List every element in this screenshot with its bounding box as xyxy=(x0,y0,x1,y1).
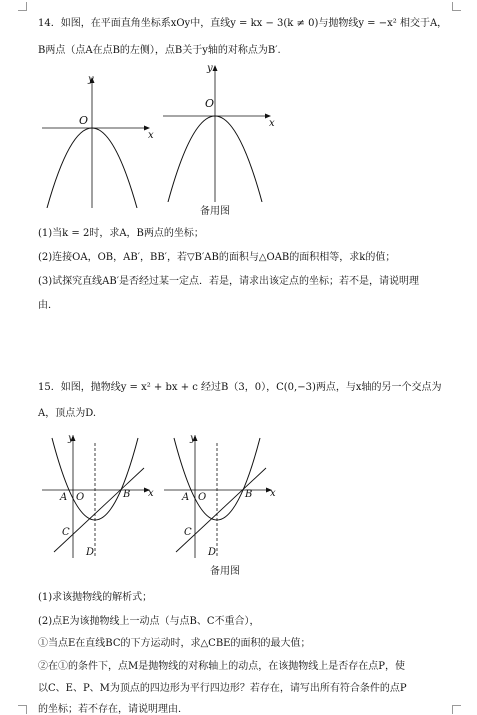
point-b-label: B xyxy=(245,489,253,500)
q15-figure-main xyxy=(42,428,167,558)
x-axis-label: x xyxy=(270,488,276,499)
origin-label: O xyxy=(76,492,85,503)
q15-stem-line2: A，顶点为D. xyxy=(38,408,97,419)
x-axis-label: x xyxy=(269,118,275,129)
q14-stem-line2: B两点（点A在点B的左侧），点B关于y轴的对称点为B′. xyxy=(38,45,281,56)
q15-part2-sub2-line2: 以C、E、P、M为顶点的四边形为平行四边形？若存在，请写出所有符合条件的点P xyxy=(38,683,407,694)
q15-spare-caption: 备用图 xyxy=(210,566,240,577)
page-corner-mark xyxy=(452,705,461,714)
q14-part3-line1: (3)试探究直线AB′是否经过某一定点．若是，请求出该定点的坐标；若不是，请说明理 xyxy=(38,276,420,287)
q15-part1: (1)求该抛物线的解析式； xyxy=(38,592,153,603)
q14-spare-caption: 备用图 xyxy=(200,206,230,217)
point-a-label: A xyxy=(182,492,190,503)
point-b-label: B xyxy=(123,489,131,500)
q15-part2-sub2-line3: 的坐标；若不存在，请说明理由． xyxy=(38,704,188,715)
y-axis-arrow xyxy=(213,65,218,71)
page-corner-mark xyxy=(18,705,27,714)
point-a-label: A xyxy=(60,492,68,503)
q15-figure-spare xyxy=(164,428,289,558)
q15-part2-sub2-line1: ②在①的条件下，点M是抛物线的对称轴上的动点，在该抛物线上是否存在点P，使 xyxy=(38,661,405,672)
point-d-label: D xyxy=(86,547,95,558)
point-c-label: C xyxy=(62,527,70,538)
q14-figure-spare xyxy=(163,62,288,202)
origin-label: O xyxy=(205,97,215,110)
line-bc xyxy=(176,468,266,552)
q15-part2-sub1: ①当点E在直线BC的下方运动时，求△CBE的面积的最大值； xyxy=(38,638,311,649)
point-c-label: C xyxy=(184,527,192,538)
q15-part2: (2)点E为该抛物线上一动点（与点B、C不重合）， xyxy=(38,616,260,627)
q14-part3-line2: 由． xyxy=(38,300,58,311)
q14-part2: (2)连接OA，OB，AB′，BB′，若▽B′AB的面积与△OAB的面积相等，求k的值； xyxy=(38,252,396,263)
point-d-label: D xyxy=(208,547,217,558)
q15-stem-line1: 15．如图，抛物线y = x² + bx + c 经过B（3，0），C(0,−3)两点，与x轴的另一个交点为 xyxy=(38,382,442,393)
x-axis-label: x xyxy=(148,488,154,499)
y-axis-label: y xyxy=(207,63,213,74)
y-axis-label: y xyxy=(190,433,196,444)
page-corner-mark xyxy=(18,2,27,11)
q14-part1: (1)当k = 2时，求A，B两点的坐标； xyxy=(38,228,204,239)
x-axis-label: x xyxy=(148,130,154,141)
q14-figure-main xyxy=(42,68,167,208)
y-axis-label: y xyxy=(68,433,74,444)
page-corner-mark xyxy=(452,2,461,11)
origin-label: O xyxy=(79,114,89,127)
line-bc xyxy=(54,468,144,552)
q14-stem-line1: 14．如图，在平面直角坐标系xOy中，直线y = kx − 3(k ≠ 0)与抛物线y = −x² 相交于A， xyxy=(38,18,448,29)
y-axis-label: y xyxy=(88,74,94,85)
origin-label: O xyxy=(198,492,207,503)
